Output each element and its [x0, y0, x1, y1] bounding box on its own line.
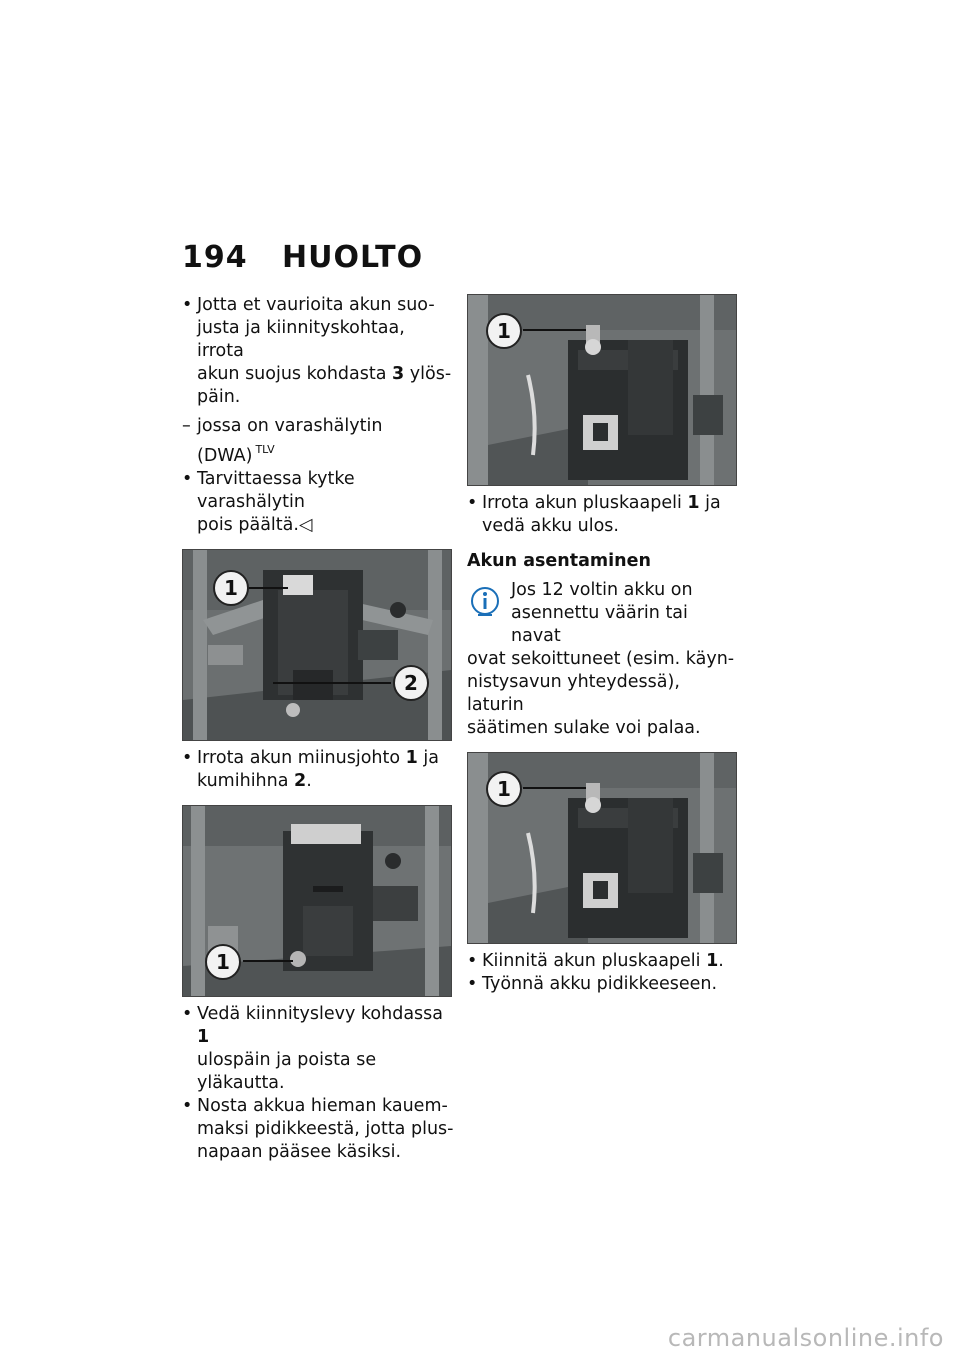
instruction-attach-positive: • Kiinnitä akun pluskaapeli 1.	[467, 951, 724, 971]
bullet: •	[467, 493, 478, 513]
condition-dash: –	[182, 416, 191, 436]
condition-alarm: – jossa on varashälytin (DWA) $^{TLV}$	[182, 416, 383, 466]
bullet: •	[182, 748, 193, 768]
option-code: TLV	[255, 443, 275, 456]
ref-number: 3	[392, 364, 405, 384]
section-title: HUOLTO	[282, 240, 424, 275]
callout-1: 1	[486, 771, 522, 807]
section-heading-install: Akun asentaminen	[467, 551, 651, 571]
instruction-pull-plate: • Vedä kiinnityslevy kohdassa 1 ulospäin ja poista se yläkautta.	[182, 1004, 444, 1093]
ref-number: 1	[706, 951, 719, 971]
instruction-lift-battery: • Nosta akkua hieman kauem- maksi pidikkeestä, jotta plus- napaan pääsee käsiksi.	[182, 1096, 454, 1162]
instruction-disable-alarm: • Tarvittaessa kytke varashälytin pois päältä.◁	[182, 469, 355, 535]
page-number: 194	[182, 240, 248, 275]
photo-battery-positive	[467, 294, 737, 486]
photo-battery-plate	[182, 805, 452, 997]
info-icon	[467, 585, 503, 631]
callout-2: 2	[393, 665, 429, 701]
ref-number: 1	[405, 748, 418, 768]
callout-1: 1	[486, 313, 522, 349]
instruction-remove-positive: • Irrota akun pluskaapeli 1 ja vedä akku ulos.	[467, 493, 721, 536]
instruction-push-battery: • Työnnä akku pidikkeeseen.	[467, 974, 718, 994]
photo-battery-install	[467, 752, 737, 944]
watermark: carmanualsonline.info	[667, 1324, 944, 1352]
bullet: •	[182, 295, 193, 315]
left-column	[182, 294, 457, 1164]
ref-number: 1	[687, 493, 700, 513]
info-note	[467, 579, 742, 740]
info-note-text: Jos 12 voltin akku on asennettu väärin tai navat ovat sekoittuneet (esim. käyn- nistysavun yhteydessä), laturin säätimen sulake voi palaa.	[467, 580, 735, 738]
right-column	[467, 294, 742, 996]
ref-number: 1	[197, 1027, 210, 1047]
ref-number: 2	[294, 771, 307, 791]
end-of-condition-icon: ◁	[298, 515, 313, 535]
bullet: •	[182, 469, 193, 489]
bullet: •	[182, 1096, 193, 1116]
instruction-remove-cover: • Jotta et vaurioita akun suo- justa ja kiinnityskohtaa, irrota akun suojus kohdasta 3 ylös- päin.	[182, 295, 452, 407]
bullet: •	[182, 1004, 193, 1024]
callout-1: 1	[213, 570, 249, 606]
callout-1: 1	[205, 944, 241, 980]
photo-battery-negative-strap	[182, 549, 452, 741]
bullet: •	[467, 951, 478, 971]
bullet: •	[467, 974, 478, 994]
instruction-remove-negative: • Irrota akun miinusjohto 1 ja kumihihna 2.	[182, 748, 439, 791]
